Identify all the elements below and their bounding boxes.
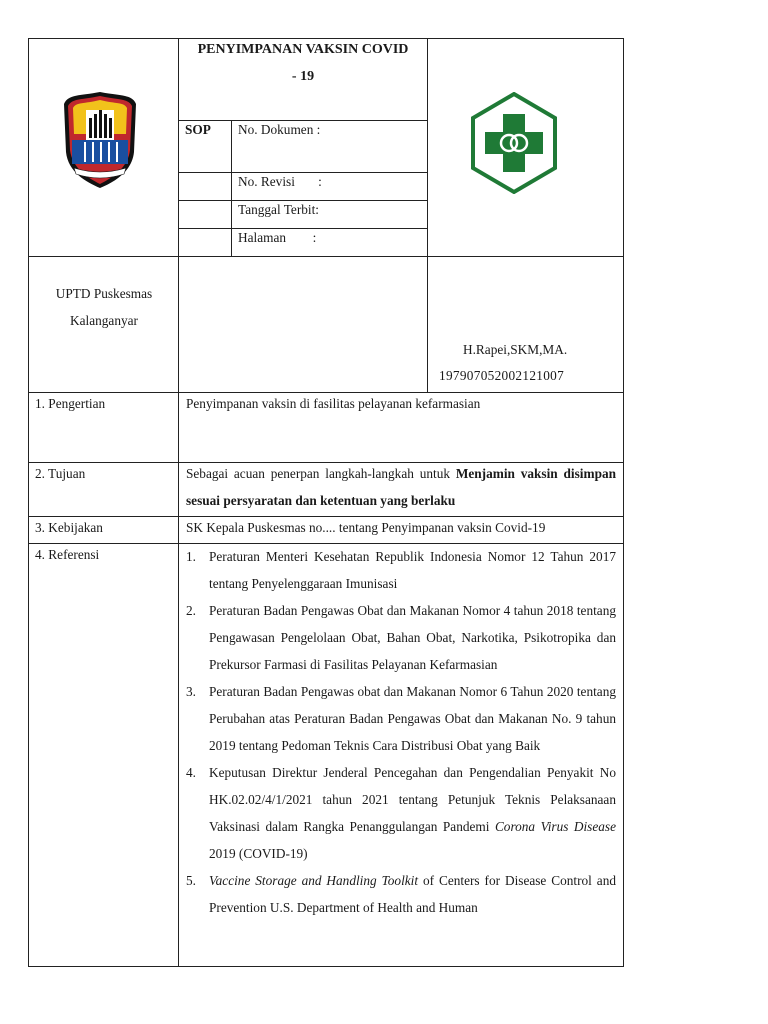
reference-number: 1. (186, 549, 196, 564)
tujuan-text (186, 460, 616, 514)
document-title (180, 36, 426, 90)
no-dokumen-label: No. Dokumen : (238, 122, 321, 137)
tujuan-text-normal: Sebagai acuan penerpan langkah-langkah untuk (186, 466, 450, 481)
reference-text-part: Keputusan Direktur Jenderal Pencegahan dan Pengendalian Penyakit No HK.02.02/4/1/2021 tahun 2021 tentang Petunjuk Teknis Pelaksanaan Vaksinasi dalam Rangka Penanggulangan Pandemi (209, 765, 616, 834)
tanggal-terbit-label: Tanggal Terbit: (238, 202, 319, 217)
halaman-label: Halaman : (238, 230, 317, 245)
reference-text-italic: Vaccine Storage and Handling Toolkit (209, 873, 419, 888)
pengertian-label: 1. Pengertian (35, 396, 106, 411)
reference-text-part: of Centers for Disease Control and Prevention U.S. Department of Health and Human (209, 873, 617, 915)
reference-text-part: 2019 (COVID-19) (209, 846, 308, 861)
reference-text (209, 867, 616, 921)
reference-text (209, 759, 616, 867)
referensi-label: 4. Referensi (35, 547, 100, 562)
reference-item (186, 759, 616, 867)
kebijakan-text: SK Kepala Puskesmas no.... tentang Penyimpanan vaksin Covid-19 (186, 520, 546, 535)
kemenkes-logo (471, 92, 557, 194)
reference-text: Peraturan Badan Pengawas Obat dan Makanan Nomor 4 tahun 2018 tentang Pengawasan Pengelolaan Obat, Bahan Obat, Narkotika, Psikotropika dan Prekursor Farmasi di Fasilitas Pelayanan Kefarmasian (209, 603, 616, 672)
no-revisi-label: No. Revisi : (238, 174, 322, 189)
tujuan-text-bold-b: disimpan sesuai persyaratan dan ketentuan yang berlaku (186, 466, 617, 508)
reference-list (186, 543, 616, 921)
reference-text-italic: Corona Virus Disease (494, 819, 616, 834)
reference-number: 3. (186, 684, 196, 699)
reference-text: Peraturan Badan Pengawas obat dan Makanan Nomor 6 Tahun 2020 tentang Perubahan atas Peraturan Badan Pengawas Obat dan Makanan No. 9 tahun 2019 tentang Pedoman Teknis Cara Distribusi Obat yang Baik (209, 684, 616, 753)
pengertian-text: Penyimpanan vaksin di fasilitas pelayanan kefarmasian (186, 396, 481, 411)
org-name (30, 280, 178, 334)
regional-crest-logo (62, 90, 138, 190)
sop-label: SOP (185, 122, 211, 137)
signer-nip: 197907052002121007 (439, 368, 565, 383)
reference-number: 2. (186, 603, 196, 618)
title-line-1: PENYIMPANAN VAKSIN COVID (197, 42, 409, 57)
reference-item (186, 867, 616, 921)
signer-name: H.Rapei,SKM,MA. (463, 342, 568, 357)
reference-item (186, 597, 616, 678)
org-name-line-2: Kalanganyar (70, 313, 138, 328)
kebijakan-label: 3. Kebijakan (35, 520, 103, 535)
reference-number: 5. (186, 873, 196, 888)
title-line-2: - 19 (291, 69, 315, 84)
reference-item (186, 543, 616, 597)
tujuan-label: 2. Tujuan (35, 466, 86, 481)
tujuan-text-bold-a: Menjamin vaksin (455, 466, 558, 481)
reference-item (186, 678, 616, 759)
reference-number: 4. (186, 765, 196, 780)
org-name-line-1: UPTD Puskesmas (55, 286, 153, 301)
reference-text: Peraturan Menteri Kesehatan Republik Indonesia Nomor 12 Tahun 2017 tentang Penyelenggaraan Imunisasi (209, 549, 616, 591)
